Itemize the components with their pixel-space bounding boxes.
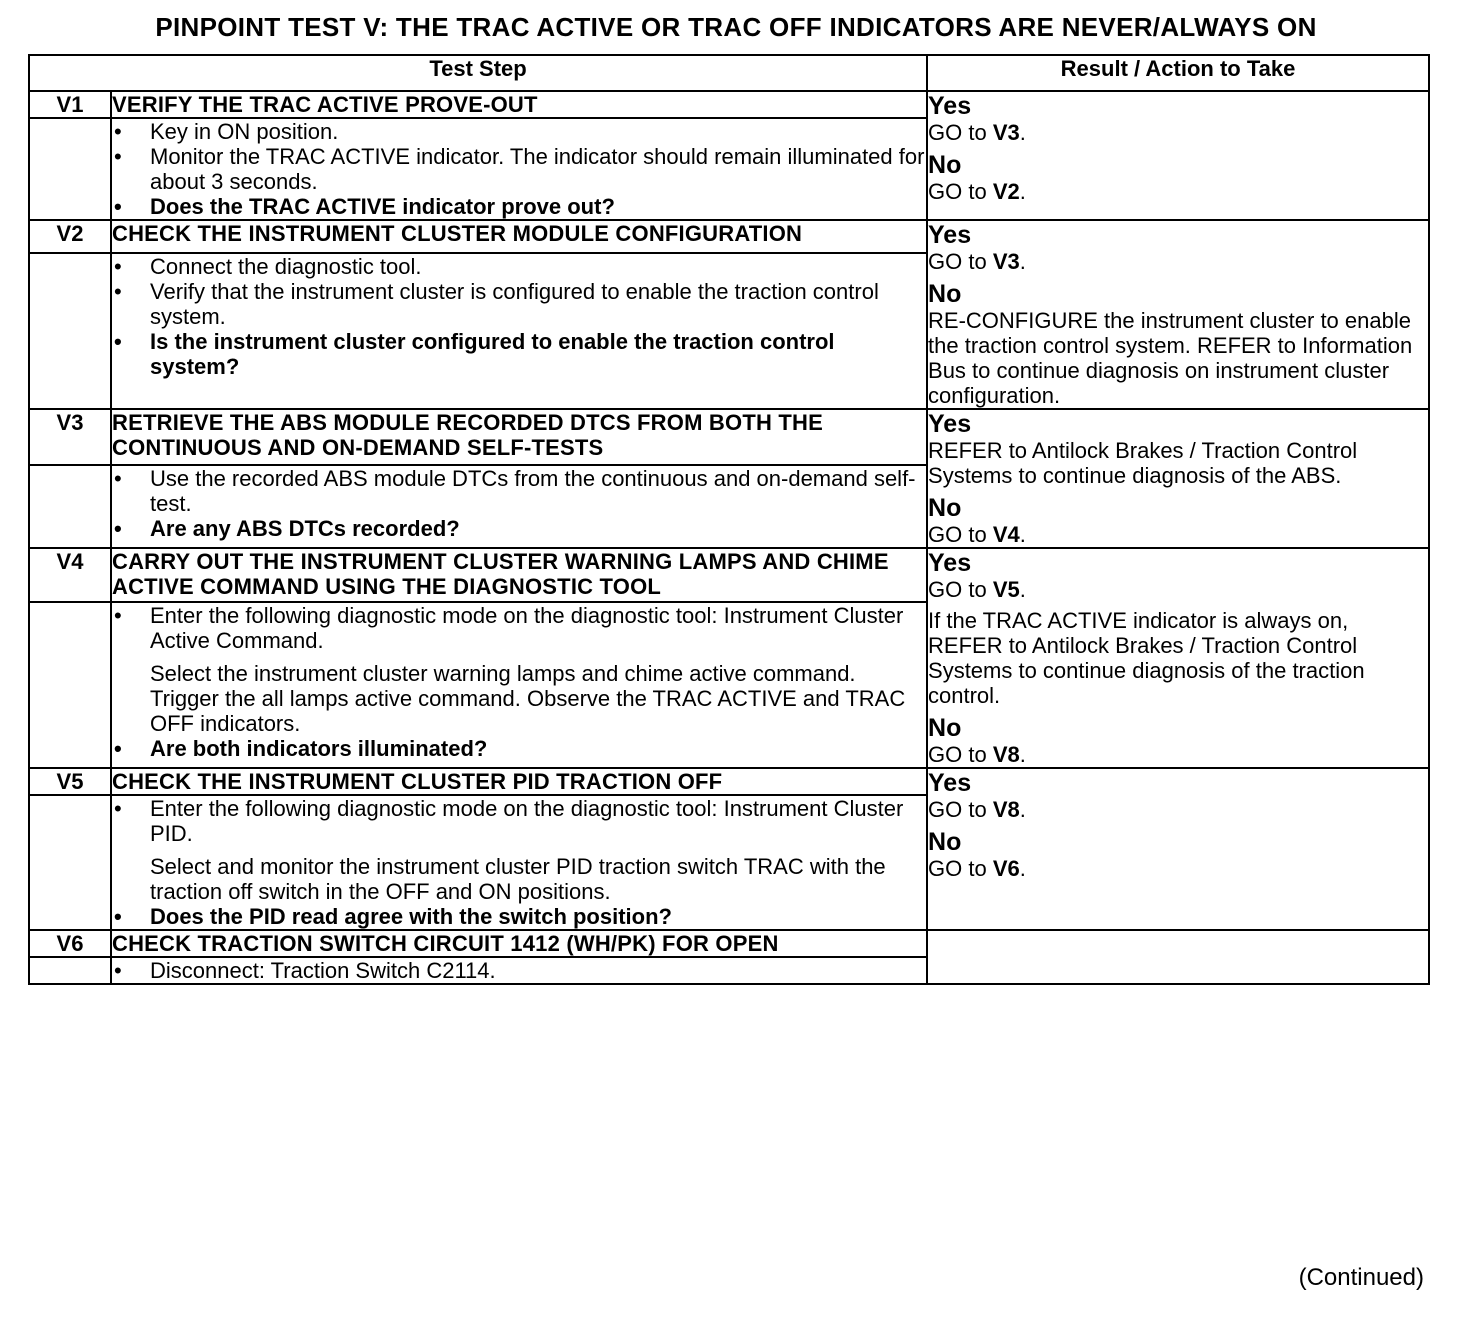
step-title: CARRY OUT THE INSTRUMENT CLUSTER WARNING LAMPS AND CHIME ACTIVE COMMAND USING THE DIAGNOSTIC TOOL	[111, 548, 927, 602]
step-body	[111, 795, 927, 930]
step-title-row	[29, 768, 1429, 795]
no-label: No	[928, 828, 962, 856]
step-note: Select the instrument cluster warning lamps and chime active command. Trigger the all lamps active command. Observe the TRAC ACTIVE and TRAC OFF indicators.	[150, 660, 906, 736]
yes-action: REFER to Antilock Brakes / Traction Control Systems to continue diagnosis of the ABS.	[928, 438, 1358, 488]
yes-extra-action: If the TRAC ACTIVE indicator is always on, REFER to Antilock Brakes / Traction Control Systems to continue diagnosis of the traction control.	[928, 608, 1365, 708]
no-action: GO to V2.	[928, 179, 1026, 204]
step-question: • Does the PID read agree with the switch position?	[112, 904, 926, 929]
step-body	[111, 465, 927, 548]
step-title-row	[29, 930, 1429, 957]
result-header: Result / Action to Take	[927, 55, 1429, 91]
step-question: • Are any ABS DTCs recorded?	[112, 516, 926, 541]
step-id: V4	[29, 548, 111, 602]
continued-label: (Continued)	[1298, 1264, 1424, 1291]
no-label: No	[928, 151, 962, 179]
step-bullet: • Disconnect: Traction Switch C2114.	[112, 958, 926, 983]
no-label: No	[928, 280, 962, 308]
step-id: V5	[29, 768, 111, 795]
step-bullet: • Key in ON position.	[112, 119, 926, 144]
step-id: V1	[29, 91, 111, 118]
step-result	[927, 930, 1429, 984]
step-result	[927, 91, 1429, 220]
yes-action: GO to V3.	[928, 120, 1026, 145]
no-label: No	[928, 714, 962, 742]
yes-label: Yes	[928, 92, 972, 120]
step-note: Select and monitor the instrument cluster PID traction switch TRAC with the traction off switch in the OFF and ON positions.	[150, 854, 886, 904]
step-question: • Is the instrument cluster configured to enable the traction control system?	[112, 329, 926, 379]
step-title: CHECK THE INSTRUMENT CLUSTER MODULE CONFIGURATION	[111, 220, 927, 253]
step-body	[111, 118, 927, 220]
step-bullet: • Connect the diagnostic tool.	[112, 254, 926, 279]
step-result	[927, 409, 1429, 548]
no-action: GO to V8.	[928, 742, 1026, 767]
no-action: RE-CONFIGURE the instrument cluster to enable the traction control system. REFER to Information Bus to continue diagnosis on instrument cluster configuration.	[928, 308, 1413, 408]
yes-label: Yes	[928, 549, 972, 577]
step-body	[111, 602, 927, 768]
step-id: V2	[29, 220, 111, 253]
page-title: PINPOINT TEST V: THE TRAC ACTIVE OR TRAC OFF INDICATORS ARE NEVER/ALWAYS ON	[155, 12, 1317, 42]
step-question: • Are both indicators illuminated?	[112, 736, 926, 761]
step-result	[927, 548, 1429, 768]
step-bullet: • Enter the following diagnostic mode on the diagnostic tool: Instrument Cluster Active Command.	[112, 603, 926, 653]
step-title-row	[29, 220, 1429, 253]
step-bullet: • Monitor the TRAC ACTIVE indicator. The indicator should remain illuminated for about 3 seconds.	[112, 144, 926, 194]
step-title: CHECK TRACTION SWITCH CIRCUIT 1412 (WH/PK) FOR OPEN	[111, 930, 927, 957]
yes-action: GO to V3.	[928, 249, 1026, 274]
table-header-row	[29, 55, 1429, 91]
no-action: GO to V6.	[928, 856, 1026, 881]
yes-label: Yes	[928, 769, 972, 797]
step-bullet: • Verify that the instrument cluster is configured to enable the traction control system.	[112, 279, 926, 329]
step-result	[927, 768, 1429, 930]
step-id: V6	[29, 930, 111, 957]
no-action: GO to V4.	[928, 522, 1026, 547]
yes-action: GO to V8.	[928, 797, 1026, 822]
step-body	[111, 253, 927, 409]
step-title-row	[29, 91, 1429, 118]
step-title-row	[29, 409, 1429, 465]
step-body	[111, 957, 927, 984]
yes-action: GO to V5.	[928, 577, 1026, 602]
step-bullet: • Use the recorded ABS module DTCs from the continuous and on-demand self-test.	[112, 466, 926, 516]
step-result	[927, 220, 1429, 409]
step-bullet: • Enter the following diagnostic mode on the diagnostic tool: Instrument Cluster PID.	[112, 796, 926, 846]
step-title-row	[29, 548, 1429, 602]
pinpoint-test-table	[28, 54, 1430, 985]
yes-label: Yes	[928, 221, 972, 249]
yes-label: Yes	[928, 410, 972, 438]
step-question: • Does the TRAC ACTIVE indicator prove out?	[112, 194, 926, 219]
no-label: No	[928, 494, 962, 522]
step-title: VERIFY THE TRAC ACTIVE PROVE-OUT	[111, 91, 927, 118]
step-title: CHECK THE INSTRUMENT CLUSTER PID TRACTION OFF	[111, 768, 927, 795]
step-title: RETRIEVE THE ABS MODULE RECORDED DTCS FROM BOTH THE CONTINUOUS AND ON-DEMAND SELF-TESTS	[111, 409, 927, 465]
test-step-header: Test Step	[29, 55, 927, 91]
step-id: V3	[29, 409, 111, 465]
